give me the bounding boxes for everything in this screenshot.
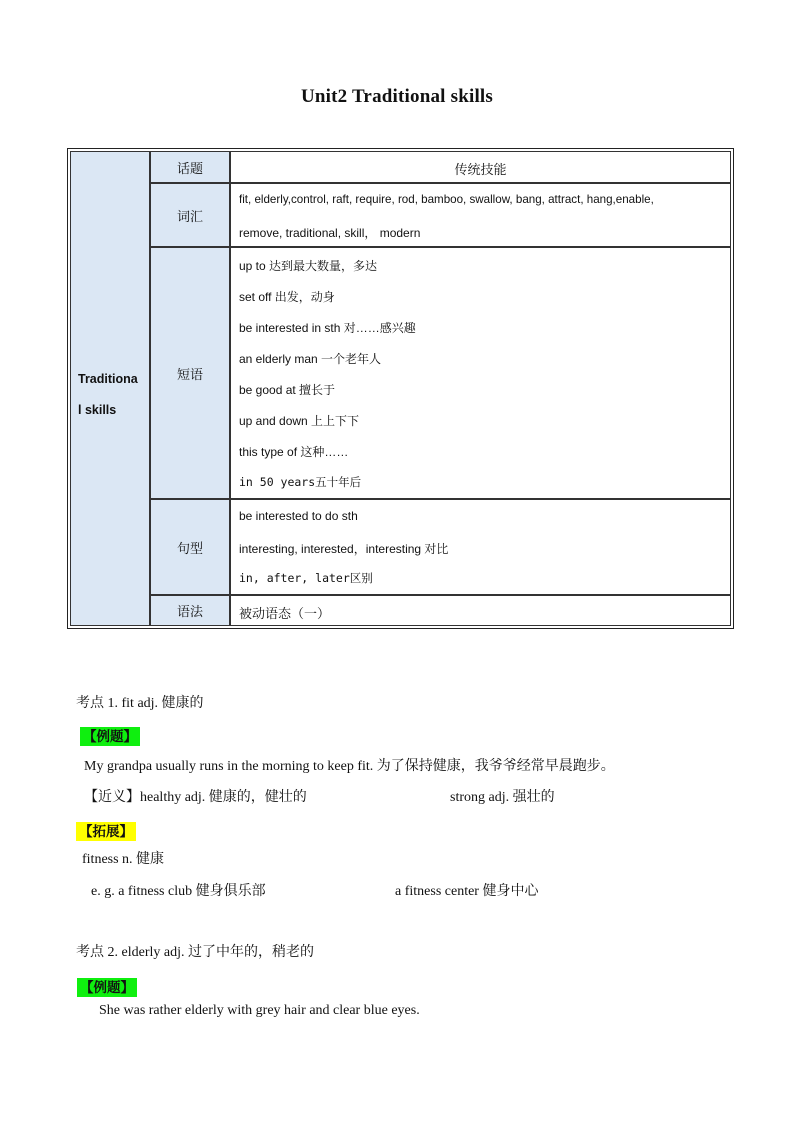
left-label-cell xyxy=(70,151,150,626)
phrase-line: an elderly man 一个老年人 xyxy=(239,352,382,366)
phrase-line: up and down 上上下下 xyxy=(239,414,360,428)
phrase-line: in 50 years五十年后 xyxy=(239,475,362,489)
left-label-line: Traditiona xyxy=(78,372,138,386)
row-content-phrases xyxy=(230,247,731,499)
row-content-sentences xyxy=(230,499,731,595)
vocab-line: remove, traditional, skill， modern xyxy=(239,226,421,240)
sentence-line: interesting, interested，interesting 对比 xyxy=(239,542,449,556)
point-heading: 考点 1. fit adj. 健康的 xyxy=(76,696,204,711)
phrase-line: up to 达到最大数量，多达 xyxy=(239,259,378,273)
row-label-vocab: 词汇 xyxy=(150,183,230,247)
sentence-line: be interested to do sth xyxy=(239,509,358,523)
extend-tag: 【拓展】 xyxy=(76,822,136,841)
point-heading: 考点 2. elderly adj. 过了中年的，稍老的 xyxy=(76,945,314,960)
row-label-topic: 话题 xyxy=(150,151,230,183)
extend-example: a fitness center 健身中心 xyxy=(395,884,539,899)
row-content-vocab xyxy=(230,183,731,247)
phrase-line: be interested in sth 对……感兴趣 xyxy=(239,321,416,335)
grammar-line: 被动语态（一） xyxy=(239,606,331,621)
page-title: Unit2 Traditional skills xyxy=(300,86,494,107)
synonym-strong: strong adj. 强壮的 xyxy=(450,790,555,805)
example-sentence: My grandpa usually runs in the morning to keep fit. 为了保持健康，我爷爷经常早晨跑步。 xyxy=(84,759,615,774)
row-label-sentences: 句型 xyxy=(150,499,230,595)
example-tag: 【例题】 xyxy=(77,978,137,997)
row-content-topic xyxy=(230,151,731,183)
extend-example: e. g. a fitness club 健身俱乐部 xyxy=(91,884,266,899)
extend-word: fitness n. 健康 xyxy=(82,852,165,867)
left-label-line: l skills xyxy=(78,403,117,417)
row-label-grammar: 语法 xyxy=(150,595,230,626)
vocab-line: fit, elderly,control, raft, require, rod, bamboo, swallow, bang, attract, hang,enable, xyxy=(239,193,654,206)
summary-table xyxy=(67,148,734,629)
row-label-phrases: 短语 xyxy=(150,247,230,499)
topic-text: 传统技能 xyxy=(454,162,507,177)
phrase-line: this type of 这种…… xyxy=(239,445,349,459)
example-sentence: She was rather elderly with grey hair and clear blue eyes. xyxy=(99,1003,420,1018)
phrase-line: be good at 擅长于 xyxy=(239,383,336,397)
example-tag: 【例题】 xyxy=(80,727,140,746)
phrase-line: set off 出发，动身 xyxy=(239,290,335,304)
synonym-healthy: 【近义】healthy adj. 健康的，健壮的 xyxy=(84,790,307,805)
left-label xyxy=(78,364,138,426)
sentence-line: in, after, later区别 xyxy=(239,571,373,585)
row-content-grammar xyxy=(230,595,731,626)
